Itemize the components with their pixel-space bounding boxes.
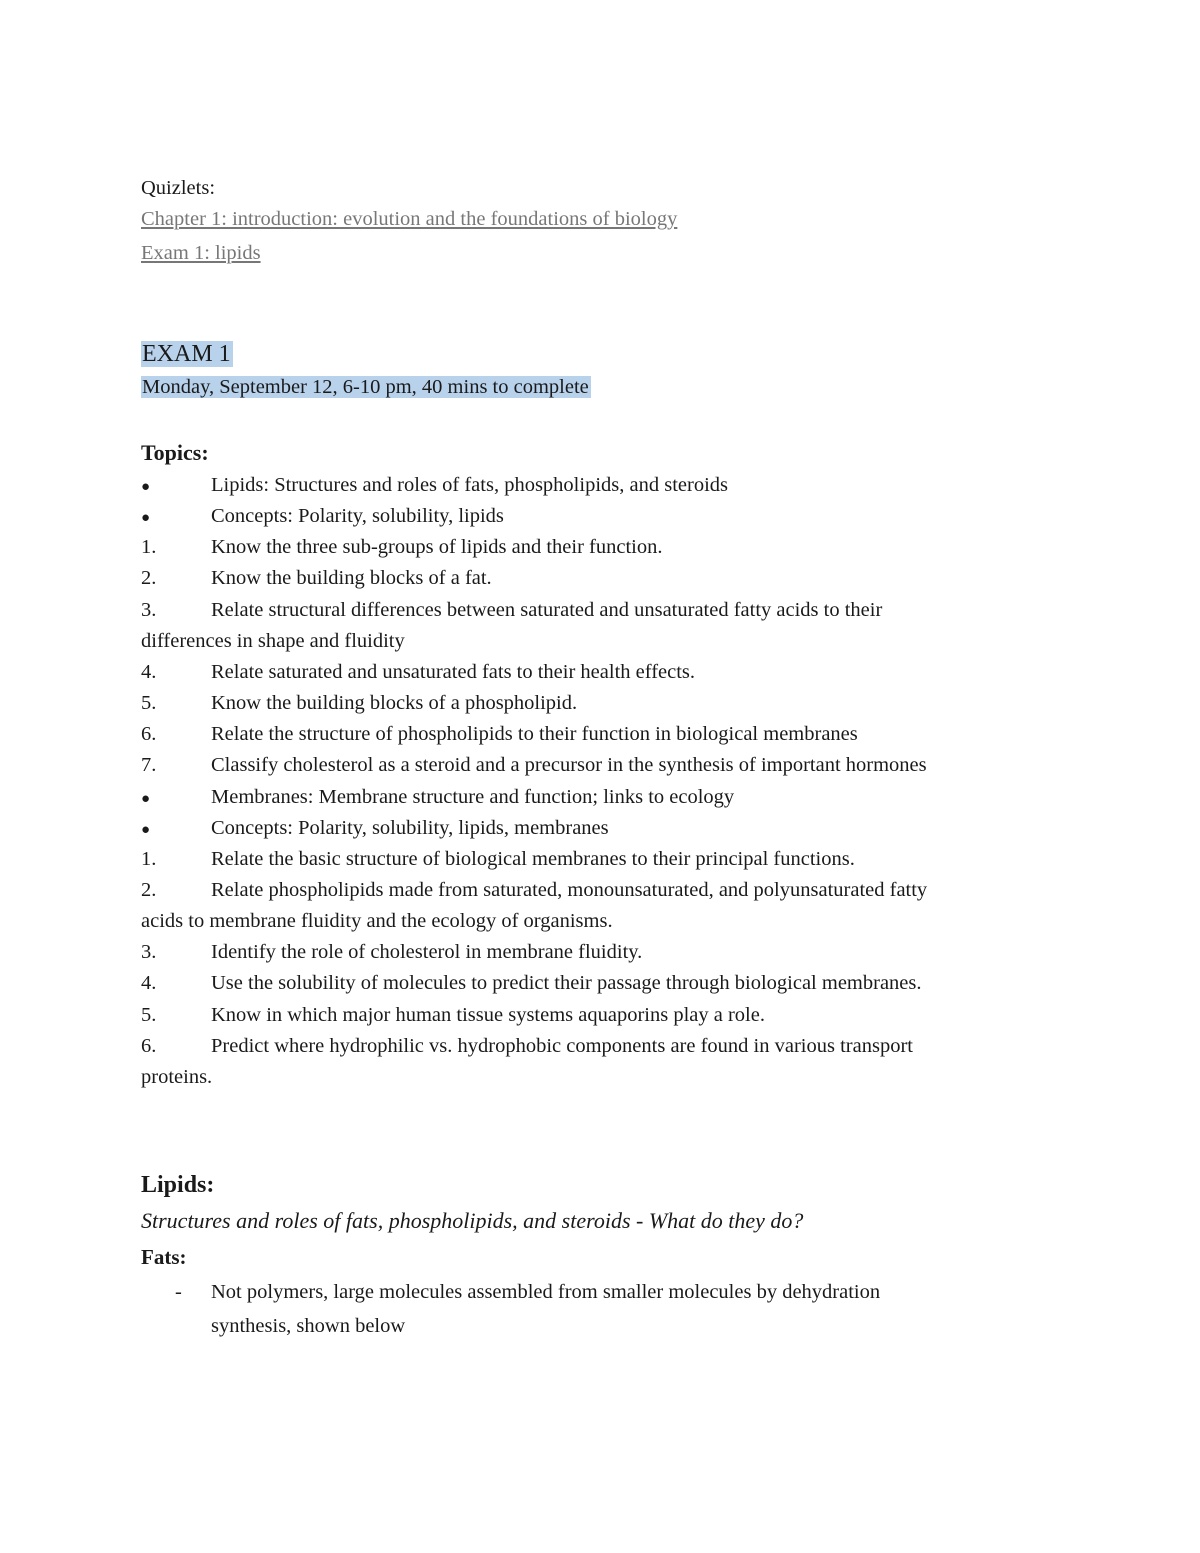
topic-item-text: proteins.	[141, 1066, 213, 1088]
number-marker: 6.	[141, 1035, 157, 1057]
topic-item-text: differences in shape and fluidity	[141, 630, 405, 652]
bullet-marker: ●	[141, 822, 151, 838]
number-marker: 5.	[141, 1004, 157, 1026]
number-marker: 4.	[141, 661, 157, 683]
number-marker: 7.	[141, 754, 157, 776]
bullet-marker: ●	[141, 791, 151, 807]
topics-heading: Topics:	[141, 440, 209, 465]
lipids-heading: Lipids:	[141, 1172, 215, 1198]
exam-schedule-highlight: Monday, September 12, 6-10 pm, 40 mins to complete	[142, 376, 589, 398]
exam-title-highlight: EXAM 1	[142, 341, 231, 367]
number-marker: 6.	[141, 723, 157, 745]
dash-marker: -	[175, 1281, 182, 1303]
number-marker: 4.	[141, 972, 157, 994]
bullet-marker: ●	[141, 510, 151, 526]
topic-item-text: Predict where hydrophilic vs. hydrophobic components are found in various transport	[211, 1035, 913, 1057]
number-marker: 2.	[141, 879, 157, 901]
topic-item-text: Relate structural differences between saturated and unsaturated fatty acids to their	[211, 599, 883, 621]
number-marker: 3.	[141, 941, 157, 963]
topic-item-text: Know the building blocks of a phospholipid.	[211, 692, 578, 714]
topic-item-text: Concepts: Polarity, solubility, lipids	[211, 505, 504, 527]
topic-item-text: Use the solubility of molecules to predict their passage through biological membranes.	[211, 972, 922, 994]
fats-bullet-line-2: synthesis, shown below	[211, 1315, 406, 1337]
fats-bullet-line-1: Not polymers, large molecules assembled from smaller molecules by dehydration	[211, 1281, 881, 1303]
topic-item-text: Relate phospholipids made from saturated, monounsaturated, and polyunsaturated fatty	[211, 879, 928, 901]
topic-item-text: Know the three sub-groups of lipids and their function.	[211, 536, 663, 558]
topic-item-text: Relate saturated and unsaturated fats to their health effects.	[211, 661, 696, 683]
quizlets-label: Quizlets:	[141, 177, 216, 199]
topic-item-text: Know the building blocks of a fat.	[211, 567, 492, 589]
bullet-marker: ●	[141, 479, 151, 495]
number-marker: 2.	[141, 567, 157, 589]
lipids-subtitle: Structures and roles of fats, phospholipids, and steroids - What do they do?	[141, 1208, 804, 1233]
topic-item-text: acids to membrane fluidity and the ecology of organisms.	[141, 910, 613, 932]
number-marker: 3.	[141, 599, 157, 621]
exam-schedule	[141, 374, 591, 400]
quizlet-link-exam-1[interactable]: Exam 1: lipids	[141, 242, 261, 264]
exam-title	[141, 339, 233, 369]
topic-item-text: Classify cholesterol as a steroid and a precursor in the synthesis of important hormones	[211, 754, 927, 776]
topic-item-text: Relate the structure of phospholipids to their function in biological membranes	[211, 723, 858, 745]
number-marker: 5.	[141, 692, 157, 714]
topic-item-text: Membranes: Membrane structure and function; links to ecology	[211, 786, 735, 808]
topic-item-text: Lipids: Structures and roles of fats, phospholipids, and steroids	[211, 474, 728, 496]
number-marker: 1.	[141, 848, 157, 870]
fats-heading: Fats:	[141, 1245, 187, 1269]
number-marker: 1.	[141, 536, 157, 558]
topic-item-text: Identify the role of cholesterol in membrane fluidity.	[211, 941, 643, 963]
topic-item-text: Know in which major human tissue systems aquaporins play a role.	[211, 1004, 765, 1026]
topic-item-text: Relate the basic structure of biological membranes to their principal functions.	[211, 848, 855, 870]
topic-item-text: Concepts: Polarity, solubility, lipids, membranes	[211, 817, 609, 839]
quizlet-link-chapter-1[interactable]: Chapter 1: introduction: evolution and the foundations of biology	[141, 208, 678, 230]
